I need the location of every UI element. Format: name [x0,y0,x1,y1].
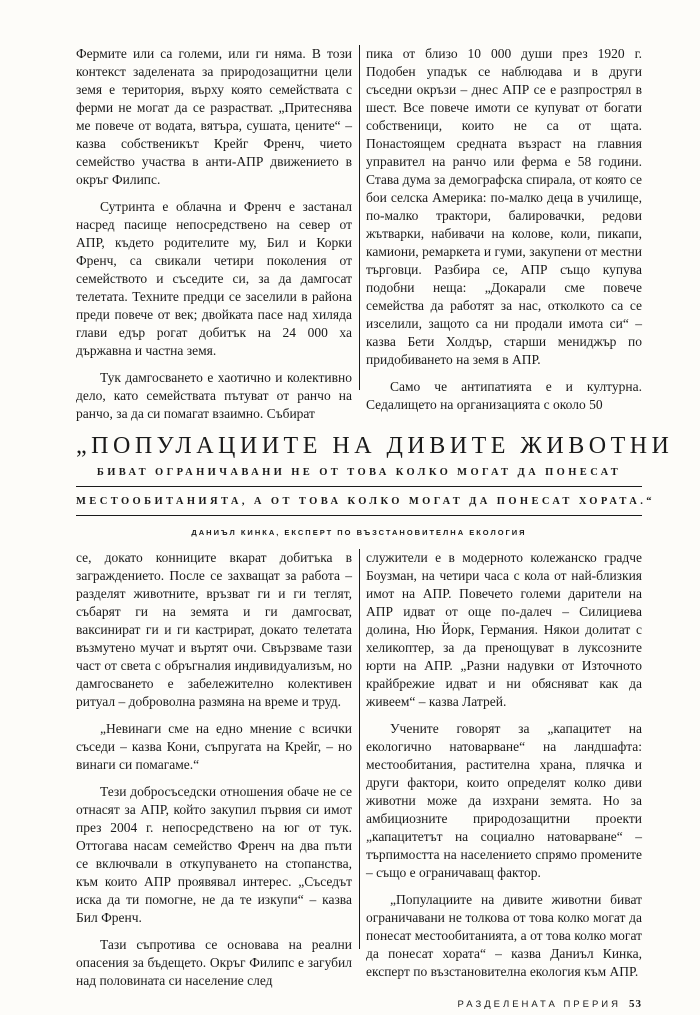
pull-quote-line: БИВАТ ОГРАНИЧАВАНИ НЕ ОТ ТОВА КОЛКО МОГАТ ДА ПОНЕСАТ [76,466,642,487]
paragraph: „Невинаги сме на едно мнение с всички съседи – казва Кони, съпругата на Крейг, – но винаги си помагаме.“ [76,721,352,772]
paragraph: пика от близо 10 000 души през 1920 г. Подобен упадък се наблюдава и в други съседни окръзи – днес АПР се е разпрострял в шест. Все повече имоти се купуват от богати собственици, които не са от щата. Понастоящем средната възраст на главния управител на ранчо или ферма е 58 години. Става дума за демографска спирала, от която се бои селска Америка: по-малко деца в училище, по-малко трактори, балировачки, редови жътварки, набивачи на колове, коли, пикапи, камиони, ремаркета и гуми, закупени от местни търговци. Разбира се, АПР също купува подобни неща: „Докарали сме повече семейства да работят за нас, отколкото са се изселили, защото са ни продали имота си“ – казва Бети Холдър, старши мениджър по придобиването на земя в АПР. [366,46,642,367]
paragraph: Тук дамгосването е хаотично и колективно дело, като семействата пътуват от ранчо на ранчо, за да си помагат взаимно. Събират [76,370,352,421]
paragraph: се, докато конниците вкарат добитъка в заграждението. После се захващат за работа – разделят животните, връзват ги и ги теглят, събарят ги на земята и ги дамгосват, ваксинират ги и ги кастрират, докато телетата възмутено мучат и въртят очи. Свързваме тази част от света с обръгналия индивидуализъм, но дамгосването е забележително колективен ритуал – доброволна размяна на време и труд. [76,550,352,709]
page-number: 53 [629,998,642,1010]
column-divider [359,45,360,390]
paragraph: Тази съпротива се основава на реални опасения за бъдещето. Окръг Филипс е загубил над половината си население след [76,937,352,988]
text-column-top-right [366,45,642,412]
pull-quote-main: „ПОПУЛАЦИИТЕ НА ДИВИТЕ ЖИВОТНИ [76,433,674,459]
running-title: РАЗДЕЛЕНАТА ПРЕРИЯ [457,999,621,1010]
pull-quote-attribution: ДАНИЪЛ КИНКА, ЕКСПЕРТ ПО ВЪЗСТАНОВИТЕЛНА ЕКОЛОГИЯ [191,528,527,537]
paragraph: Фермите или са големи, или ги няма. В този контекст заделената за природозащитни цели земя е територия, върху която семействата с ферми не могат да се разрастват. „Притеснява ме повече от водата, вятъра, сушата, цените“ – казва собственикът Крейг Френч, чието семейство участва в анти-АПР движението в окръг Филипс. [76,46,352,187]
text-column-top-left [76,45,352,421]
paragraph: Сутринта е облачна и Френч е застанал насред пасище непосредствено на север от АПР, където родителите му, Бил и Корки Френч, са свикали четири поколения от семейството и съседите си, за да дамгосат телетата. Техните предци се заселили в района преди повече от век; двойката пасе над хиляда глави едър рогат добитък на 24 000 ха държавна и частна земя. [76,199,352,358]
paragraph: Само че антипатията е и културна. Седалището на организацията с около 50 [366,379,642,412]
pull-quote-line: МЕСТООБИТАНИЯТА, А ОТ ТОВА КОЛКО МОГАТ ДА ПОНЕСАТ ХОРАТА.“ [76,495,642,516]
pull-quote [76,410,674,537]
paragraph: „Популациите на дивите животни биват ограничавани не толкова от това колко могат да понесат местообитанията, а от това колко могат да понесат хората“ – казва Даниъл Кинка, експерт по възстановителна екология към АПР. [366,892,642,979]
paragraph: Тези добросъседски отношения обаче не се отнасят за АПР, който закупил първия си имот през 2004 г. непосредствено на юг от тук. Оттогава насам семейство Френч на два пъти се включвали в откупуването на стопанства, към които АПР проявявал интерес. „Съседът иска да ти помогне, не да те изкупи“ – казва Бил Френч. [76,784,352,925]
paragraph: Учените говорят за „капацитет на екологично натоварване“ на ландшафта: местообитания, растителна храна, плячка и други фактори, които определят колко диви животни може да изхрани земята. Но за амбициозните природозащитни проекти „капацитетът на социално натоварване“ – търпимостта на населението спрямо промените – също е ограничаващ фактор. [366,721,642,880]
page-footer [458,998,642,1012]
paragraph: служители е в модерното колежанско градче Боузман, на четири часа с кола от най-близкия имот на АПР. Повечето големи дарители на АПР идват от още по-далеч – Силициева долина, Ню Йорк, Германия. Някои долитат с хеликоптер, за да пренощуват в луксозните юрти на АПР. „Разни надувки от Източното крайбрежие идват и ни обясняват как да живеем“ – казва Латрей. [366,550,642,709]
text-column-bottom-right [366,549,642,979]
column-divider [359,549,360,949]
text-column-bottom-left [76,549,352,988]
